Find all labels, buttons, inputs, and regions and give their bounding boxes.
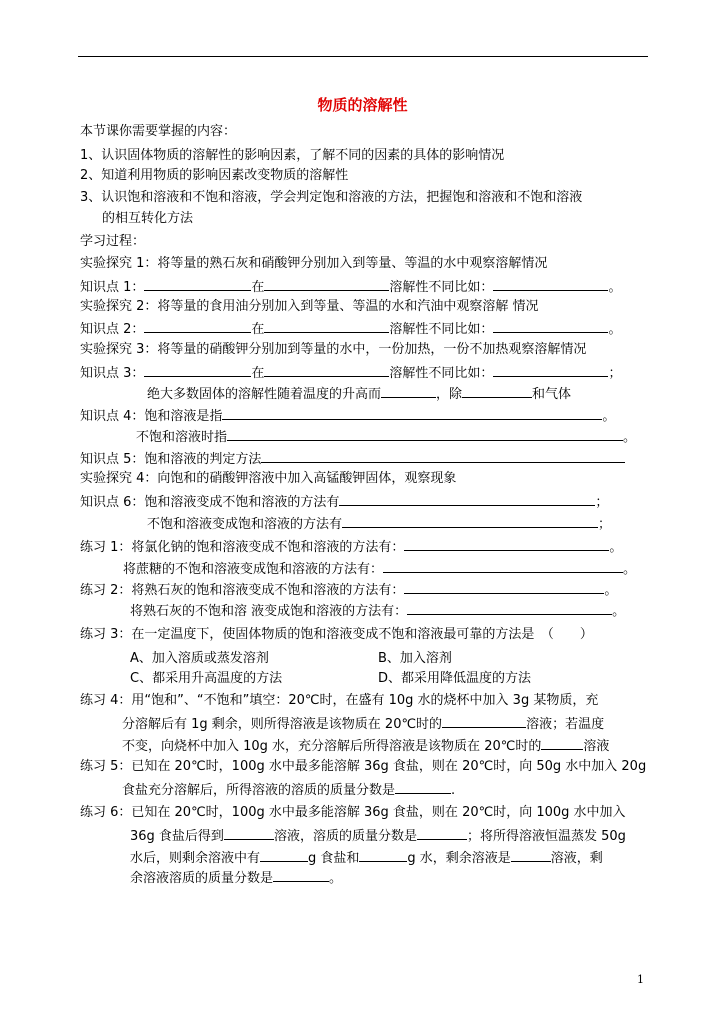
text-line: 练习 6：已知在 20℃时，100g 水中最多能溶解 36g 食盐，则在 20℃时，向 100g 水中加入 [80, 805, 626, 820]
text-line: 练习 2：将熟石灰的饱和溶液变成不饱和溶液的方法有： 。 [80, 580, 617, 600]
fill-blank[interactable] [417, 826, 467, 840]
text-line: 实验探究 1：将等量的熟石灰和硝酸钾分别加入到等量、等温的水中观察溶解情况 [80, 256, 548, 271]
fill-blank[interactable] [224, 826, 274, 840]
text-line: 3、认识饱和溶液和不饱和溶液，学会判定饱和溶液的方法，把握饱和溶液和不饱和溶液 [80, 190, 583, 205]
fill-blank[interactable] [144, 277, 251, 291]
fill-blank[interactable] [383, 559, 623, 573]
choice-b: B、加入溶剂 [378, 651, 452, 666]
fill-blank[interactable] [407, 601, 612, 615]
fill-blank[interactable] [264, 319, 389, 333]
text-line: 分溶解后有 1g 剩余，则所得溶液是该物质在 20℃时的 溶液；若温度 [122, 714, 604, 734]
text-line: 练习 3：在一定温度下，使固体物质的饱和溶液变成不饱和溶液最可靠的方法是 （ ） [80, 627, 593, 642]
fill-blank[interactable] [144, 319, 251, 333]
fill-blank[interactable] [227, 427, 623, 441]
text-line: 知识点 1： 在 溶解性不同比如： 。 [80, 277, 621, 297]
text-line: 1、认识固体物质的溶解性的影响因素，了解不同的因素的具体的影响情况 [80, 148, 505, 163]
text-line: 本节课你需要掌握的内容： [80, 124, 237, 139]
text-line: 练习 4：用“饱和”、“不饱和”填空：20℃时，在盛有 10g 水的烧杯中加入 3g 某物质，充 [80, 693, 599, 708]
text-line: 36g 食盐后得到 溶液，溶质的质量分数是 ；将所得溶液恒温蒸发 50g [130, 826, 626, 846]
fill-blank[interactable] [395, 780, 451, 794]
text-line: 练习 5：已知在 20℃时，100g 水中最多能溶解 36g 食盐，则在 20℃时，向 50g 水中加入 20g [80, 759, 647, 774]
text-line: 食盐充分溶解后，所得溶液的溶质的质量分数是 . [122, 780, 455, 800]
text-line: 将蔗糖的不饱和溶液变成饱和溶液的方法有： 。 [123, 559, 636, 579]
fill-blank[interactable] [273, 868, 329, 882]
fill-blank[interactable] [493, 277, 608, 291]
text-line: 绝大多数固体的溶解性随着温度的升高而 ，除 和气体 [147, 384, 571, 404]
fill-blank[interactable] [359, 848, 407, 862]
fill-blank[interactable] [511, 848, 551, 862]
fill-blank[interactable] [222, 406, 602, 420]
fill-blank[interactable] [260, 848, 308, 862]
choice-c: C、都采用升高温度的方法 [130, 671, 283, 686]
fill-blank[interactable] [339, 492, 595, 506]
fill-blank[interactable] [264, 363, 389, 377]
text-line: 实验探究 2：将等量的食用油分别加入到等量、等温的水和汽油中观察溶解 情况 [80, 299, 539, 314]
text-line: 余溶液溶质的质量分数是 。 [130, 868, 342, 888]
text-line: 练习 1：将氯化钠的饱和溶液变成不饱和溶液的方法有： 。 [80, 537, 622, 557]
text-line: 实验探究 4：向饱和的硝酸钾溶液中加入高锰酸钾固体，观察现象 [80, 471, 457, 486]
fill-blank[interactable] [264, 277, 389, 291]
text-line: 知识点 3： 在 溶解性不同比如： ； [80, 363, 621, 383]
page-title: 物质的溶解性 [317, 96, 408, 114]
text-line: 学习过程： [80, 234, 146, 249]
text-line: 知识点 6：饱和溶液变成不饱和溶液的方法有 ； [80, 492, 608, 512]
text-line: 知识点 4：饱和溶液是指 。 [80, 406, 615, 426]
text-line: 实验探究 3：将等量的硝酸钾分别加到等量的水中，一份加热，一份不加热观察溶解情况 [80, 342, 587, 357]
fill-blank[interactable] [261, 449, 625, 463]
text-line: 将熟石灰的不饱和溶 液变成饱和溶液的方法有： 。 [130, 601, 625, 621]
text-line: 不饱和溶液变成饱和溶液的方法有 ； [147, 514, 611, 534]
fill-blank[interactable] [144, 363, 251, 377]
fill-blank[interactable] [404, 537, 609, 551]
header-rule [78, 56, 648, 57]
fill-blank[interactable] [381, 384, 436, 398]
text-line: 知识点 2： 在 溶解性不同比如： 。 [80, 319, 621, 339]
page-number: 1 [637, 973, 644, 986]
text-line: 不饱和溶液时指 。 [136, 427, 636, 447]
fill-blank[interactable] [541, 736, 583, 750]
fill-blank[interactable] [493, 363, 608, 377]
fill-blank[interactable] [442, 714, 526, 728]
fill-blank[interactable] [404, 580, 604, 594]
choice-d: D、都采用降低温度的方法 [378, 671, 532, 686]
choice-a: A、加入溶质或蒸发溶剂 [130, 651, 269, 666]
text-line: 知识点 5：饱和溶液的判定方法 [80, 449, 625, 469]
text-line: 水后，则剩余溶液中有 g 食盐和 g 水，剩余溶液是 溶液，剩 [130, 848, 603, 868]
text-line: 不变，向烧杯中加入 10g 水，充分溶解后所得溶液是该物质在 20℃时的 溶液 [122, 736, 609, 756]
fill-blank[interactable] [462, 384, 532, 398]
text-line: 的相互转化方法 [102, 211, 194, 226]
fill-blank[interactable] [342, 514, 598, 528]
fill-blank[interactable] [493, 319, 608, 333]
text-line: 2、知道利用物质的影响因素改变物质的溶解性 [80, 168, 349, 183]
